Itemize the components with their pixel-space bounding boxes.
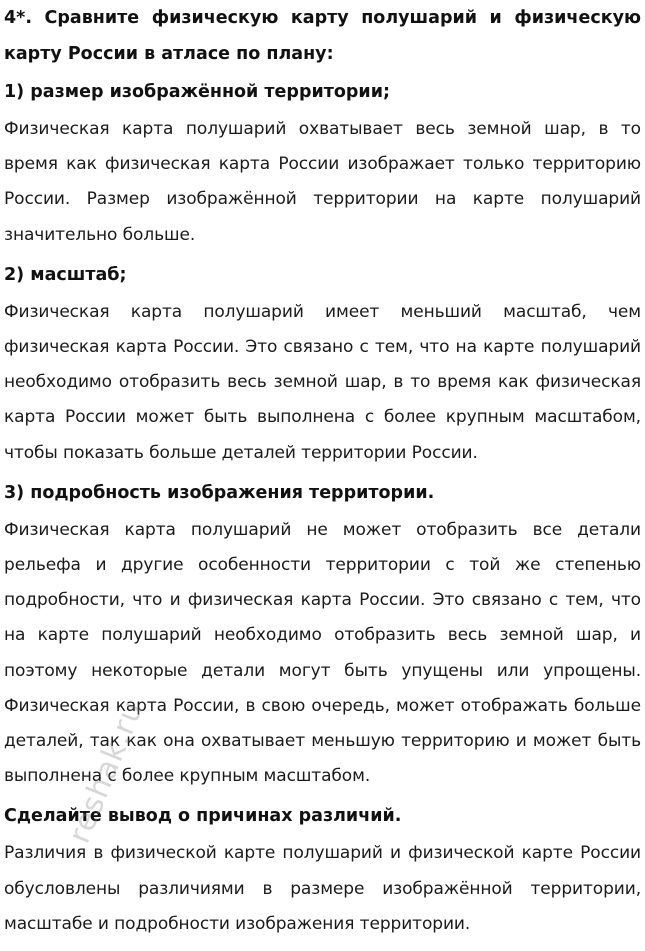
section-2-heading: 2) масштаб; <box>4 264 127 285</box>
section-1-heading: 1) размер изображённой территории; <box>4 82 390 102</box>
section-1-text: Физическая карта полушарий охватывает весь земной шар, в то время как физическая карта России изображает только территорию России. Размер изображённой территории на карте полушарий значительно больше. <box>4 119 641 245</box>
task-title: 4*. Сравните физическую карту полушарий и физическую карту России в атласе по плану: <box>4 8 641 64</box>
watermark: reshak.ru <box>62 695 151 849</box>
conclusion-text: Различия в физической карте полушарий и физической карте России обусловлены различиями в размере изображённой территории, масштабе и подробности изображения территории. <box>4 843 641 934</box>
section-3-heading: 3) подробность изображения территории. <box>4 482 435 503</box>
document-page <box>4 0 641 946</box>
section-2-text: Физическая карта полушарий имеет меньший масштаб, чем физическая карта России. Это связано с тем, что на карте полушарий необходимо отобразить весь земной шар, в то время как физическая карта России может быть выполнена с более крупным масштабом, чтобы показать больше деталей территории России. <box>4 301 641 463</box>
section-3-text: Физическая карта полушарий не может отобразить все детали рельефа и другие особенности территории с той же степенью подробности, что и физическая карта России. Это связано с тем, что на карте полушарий необходимо отобразить весь земной шар, и поэтому некоторые детали могут быть упущены или упрощены. Физическая карта России, в свою очередь, может отображать больше деталей, так как она охватывает меньшую территорию и может быть выполнена с более крупным масштабом. <box>4 519 641 787</box>
conclusion-heading: Сделайте вывод о причинах различий. <box>4 806 402 827</box>
